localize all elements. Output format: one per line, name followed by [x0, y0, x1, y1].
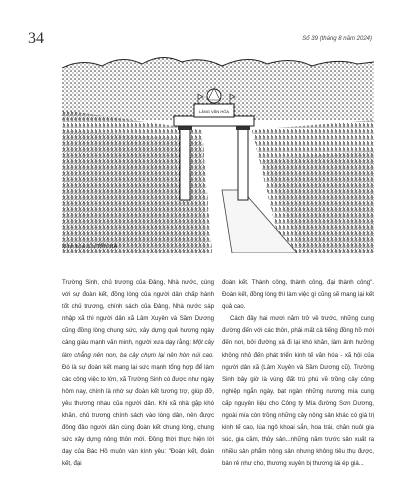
caption-author: TÂN HÀ: [96, 244, 118, 250]
article-paragraph: đoàn kết. Thành công, thành công, đại thành công". Đoàn kết, đồng lòng thì làm việc gì cũng sẽ mang lại kết quả cao.: [222, 279, 374, 311]
article-paragraph: Trường Sinh, chủ trương của Đảng, Nhà nước, cùng với sự đoàn kết, đồng lòng của người dân chấp hành tốt chủ trương, chính sách của Đảng, Nhà nước sáp nhập xã thì người dân xã Lâm Xuyên và Sầm Dương cũng đồng lòng chung sức, xây dựng quê hương ngày càng giàu mạnh văn minh, người xưa dạy rằng: Một cây làm chẳng nên non, ba cây chụm lại nên hòn núi cao. Đó là sự đoàn kết mang lại sức mạnh tổng hợp để làm các công việc to lớn, xã Trường Sinh có được như ngày hôm nay, chính là nhờ sự đoàn kết tương trợ, giúp đỡ, yêu thương nhau của người dân. Khi xã nhà gặp khó khăn, chủ trương chính sách vào lòng dân, nên được đông đảo người dân cùng đoàn kết chung lòng, chung sức xây dựng nông thôn mới. Đồng thời thực hiện lời dạy của Bác Hồ muôn vàn kính yêu: "Đoàn kết, đoàn kết, đại: [62, 279, 214, 468]
village-gate-illustration: [62, 50, 374, 253]
gate-sign-text: LÀNG VĂN HÓA: [198, 109, 230, 114]
caption-prefix: Minh họa của: [62, 244, 97, 250]
article-paragraph: Cách đây hai mươi năm trở về trước, những cung đường đến với các thôn, phải mất cả tiếng đồng hồ mới đến nơi, bởi đường xá đi lại khó khăn, làm ảnh hưởng không nhỏ đến phát triển kinh tế văn hóa - xã hội của người dân xã (Lâm Xuyên và Sầm Dương cũ). Trường Sinh bây giờ là vùng đất trù phú về trồng cây công nghiệp ngắn ngày, bạt ngàn những nương mía cung cấp nguyên liệu cho Công ty Mía đường Sơn Dương, ngoài mía còn trồng những cây nông sản khác có giá trị kinh tế cao, lúa ngô khoai sắn, hoa trái, chăn nuôi gia súc, gia cầm, thủy sản...những năm trước sản xuất ra nhiều sản phẩm nông sản nhưng không tiêu thụ được, bán rẻ như cho, thương xuyên bị thương lái ép giá...: [222, 315, 374, 468]
image-caption: [62, 244, 117, 250]
proverb-quote: Một cây làm chẳng nên non, ba cây chụm lại nên hòn núi cao.: [62, 339, 214, 359]
issue-info: Số 39 (tháng 8 năm 2024): [302, 36, 372, 42]
page-number: 34: [28, 30, 44, 47]
article-column-right: [222, 277, 374, 471]
article-column-left: [62, 277, 214, 471]
